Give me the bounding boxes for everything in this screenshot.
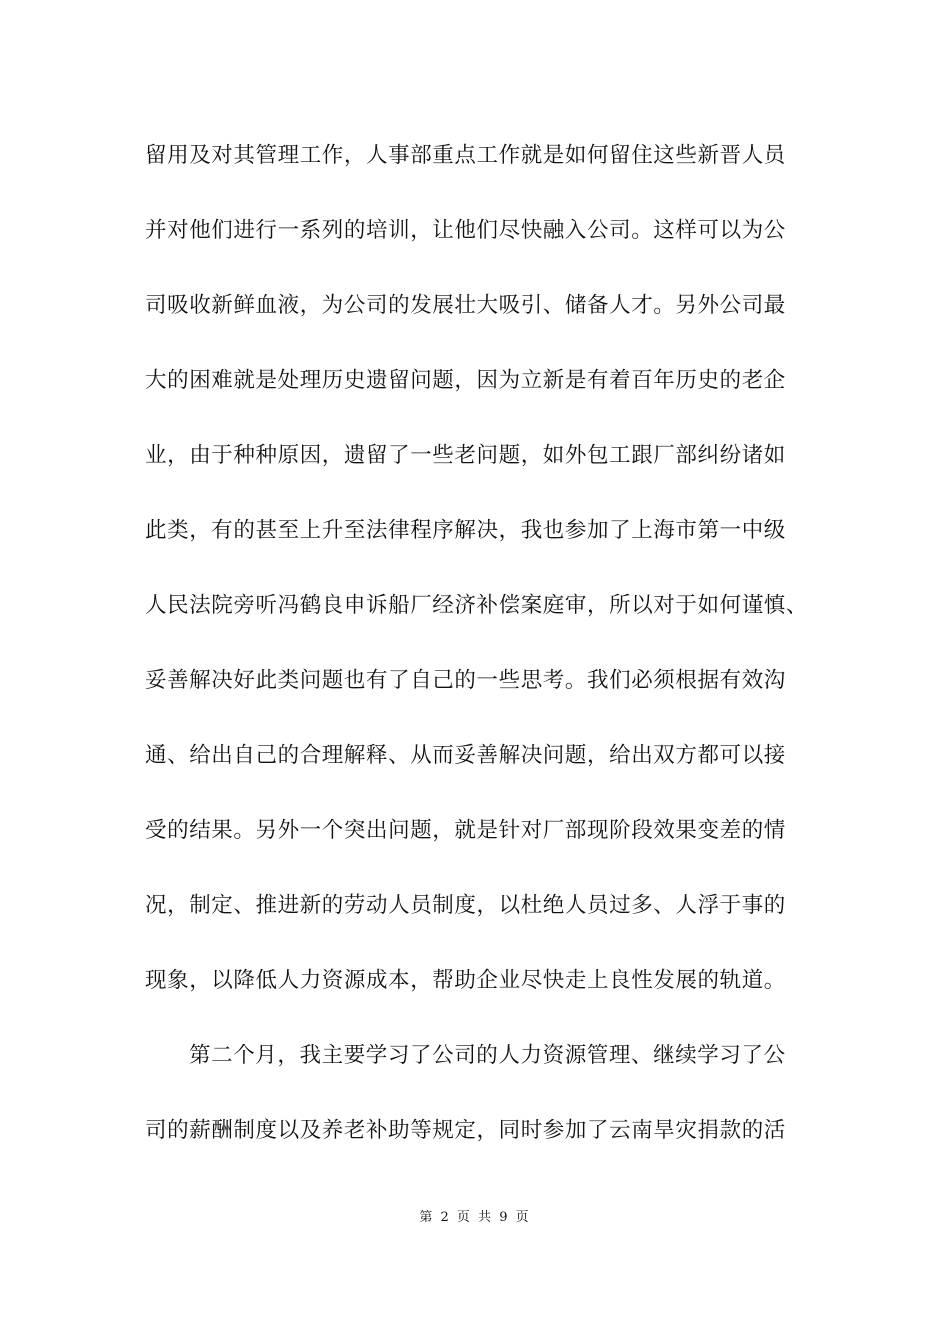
page-number-footer: 第 2 页 共 9 页 <box>419 1210 531 1225</box>
text-line: 留用及对其管理工作，人事部重点工作就是如何留住这些新晋人员 <box>145 143 786 168</box>
text-line: 通、给出自己的合理解释、从而妥善解决问题，给出双方都可以接 <box>145 743 786 768</box>
paragraph-start-line: 第二个月，我主要学习了公司的人力资源管理、继续学习了公 <box>189 1043 786 1068</box>
text-line: 大的困难就是处理历史遗留问题，因为立新是有着百年历史的老企 <box>145 368 786 393</box>
text-line: 司的薪酬制度以及养老补助等规定，同时参加了云南旱灾捐款的活 <box>145 1118 786 1143</box>
text-line: 现象，以降低人力资源成本，帮助企业尽快走上良性发展的轨道。 <box>145 968 786 993</box>
text-line: 况，制定、推进新的劳动人员制度，以杜绝人员过多、人浮于事的 <box>145 893 786 918</box>
text-line: 此类，有的甚至上升至法律程序解决，我也参加了上海市第一中级 <box>145 518 786 543</box>
text-line: 人民法院旁听冯鹤良申诉船厂经济补偿案庭审，所以对于如何谨慎、 <box>145 593 809 618</box>
text-line: 并对他们进行一系列的培训，让他们尽快融入公司。这样可以为公 <box>145 218 786 243</box>
text-line: 司吸收新鲜血液，为公司的发展壮大吸引、储备人才。另外公司最 <box>145 293 786 318</box>
text-line: 受的结果。另外一个突出问题，就是针对厂部现阶段效果变差的情 <box>145 818 786 843</box>
text-line: 妥善解决好此类问题也有了自己的一些思考。我们必须根据有效沟 <box>145 668 786 693</box>
body-text <box>145 135 835 1185</box>
text-line: 业，由于种种原因，遗留了一些老问题，如外包工跟厂部纠纷诸如 <box>145 443 786 468</box>
